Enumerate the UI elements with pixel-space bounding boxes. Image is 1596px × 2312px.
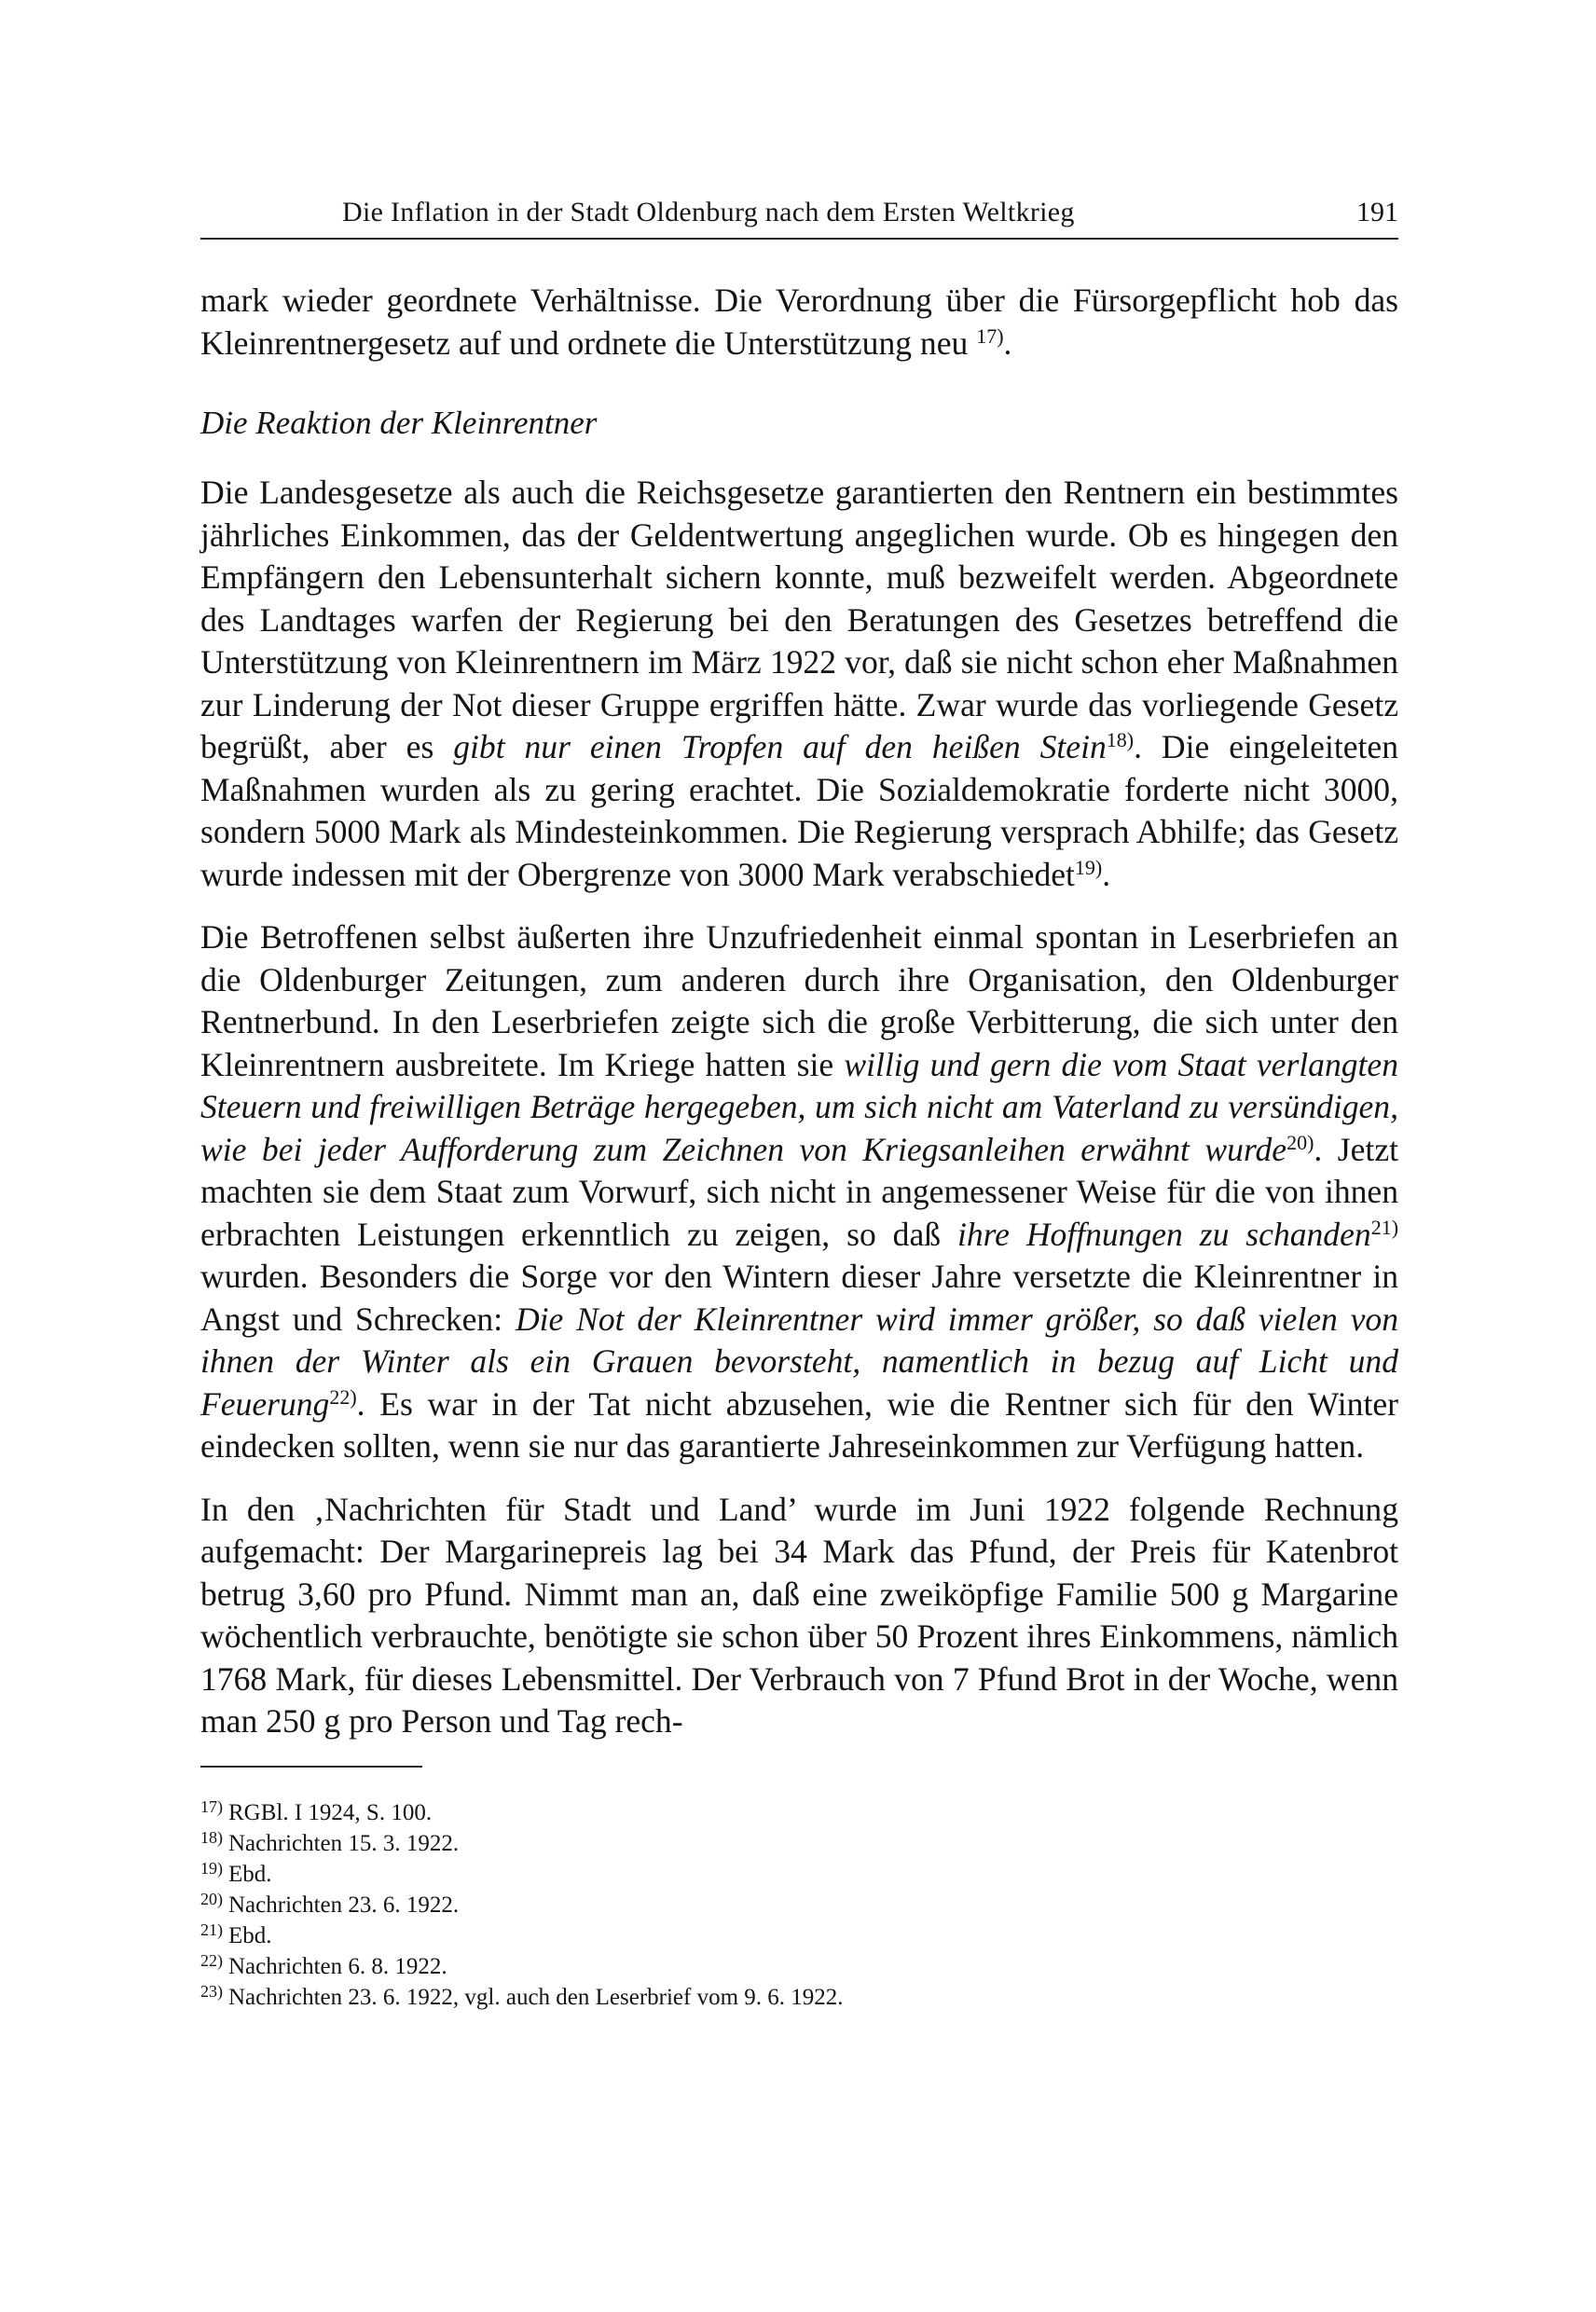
footnote-text: Ebd. — [228, 1922, 272, 1948]
footnote-mark: 22) — [200, 1950, 223, 1970]
running-header — [200, 191, 1398, 240]
footnote-23 — [200, 1982, 1398, 2013]
body-text — [200, 280, 1398, 2013]
paragraph-text: wurden. Besonders die Sorge vor den Wintern dieser Jahre versetzte die Kleinrentner in Angst und Schrecken: — [200, 1258, 1398, 1338]
footnote-17 — [200, 1797, 1398, 1828]
paragraph-end: . — [1102, 855, 1111, 893]
footnote-20 — [200, 1890, 1398, 1920]
footnote-ref: 22) — [329, 1384, 357, 1409]
footnote-mark: 20) — [200, 1889, 223, 1908]
quote: willig und gern die vom Staat verlangten Steuern und freiwilligen Beträge hergegeben, um sich nicht am Vaterland zu versündigen, wie bei jeder Aufforderung zum Zeichnen von Kriegsanleihen erwähnt wurde — [200, 1045, 1399, 1168]
running-title: Die Inflation in der Stadt Oldenburg nach dem Ersten Weltkrieg — [342, 197, 1075, 227]
footnotes — [200, 1797, 1398, 2013]
footnote-text: Nachrichten 23. 6. 1922. — [228, 1892, 460, 1918]
footnote-mark: 17) — [200, 1796, 223, 1816]
paragraph-text: Die Landesgesetze als auch die Reichsgesetze garantierten den Rentnern ein bestimmtes jährliches Einkommen, das der Geldentwertung angeglichen wurde. Ob es hingegen den Empfängern den Lebensunterhalt sichern konnte, muß bezweifelt werden. Abgeordnete des Landtages warfen der Regierung bei den Beratungen des Gesetzes betreffend die Unterstützung von Kleinrentnern im März 1922 vor, daß sie nicht schon eher Maßnahmen zur Linderung der Not dieser Gruppe ergriffen hätte. Zwar wurde das vorliegende Gesetz begrüßt, aber es — [200, 474, 1398, 765]
footnote-19 — [200, 1859, 1398, 1890]
paragraph-text: . Jetzt machten sie dem Staat zum Vorwurf, sich nicht in angemessener Weise für die von ihnen erbrachten Leistungen erkenntlich zu zeigen, so daß — [200, 1130, 1398, 1253]
paragraph-text: mark wieder geordnete Verhältnisse. Die Verordnung über die Fürsorgepflicht hob das Kleinrentnergesetz auf und ordnete die Unterstützung neu — [200, 282, 1398, 362]
footnote-18 — [200, 1828, 1398, 1859]
footnote-21 — [200, 1920, 1398, 1951]
paragraph-text: In den ‚Nachrichten für Stadt und Land’ wurde im Juni 1922 folgende Rechnung aufgemacht: Der Margarinepreis lag bei 34 Mark das Pfund, der Preis für Katenbrot betrug 3,60 pro Pfund. Nimmt man an, daß eine zweiköpfige Familie 500 g Margarine wöchentlich verbrauchte, benötigte sie schon über 50 Prozent ihres Einkommens, nämlich 1768 Mark, für dieses Lebensmittel. Der Verbrauch von 7 Pfund Brot in der Woche, wenn man 250 g pro Person und Tag rech- — [200, 1490, 1398, 1740]
quote: gibt nur einen Tropfen auf den heißen Stein — [453, 728, 1107, 765]
paragraph-text: . Die eingeleiteten Maßnahmen wurden als zu gering erachtet. Die Sozialdemokratie forderte nicht 3000, sondern 5000 Mark als Mindesteinkommen. Die Regierung versprach Abhilfe; das Gesetz wurde indessen mit der Obergrenze von 3000 Mark verabschiedet — [200, 728, 1398, 893]
footnote-ref: 21) — [1370, 1215, 1399, 1239]
footnote-mark: 18) — [200, 1827, 223, 1847]
paragraph-text: . Es war in der Tat nicht abzusehen, wie die Rentner sich für den Winter eindecken sollten, wenn sie nur das garantierte Jahreseinkommen zur Verfügung hatten. — [200, 1384, 1398, 1465]
footnote-mark: 19) — [200, 1858, 223, 1878]
footnote-text: Ebd. — [228, 1861, 272, 1887]
footnote-text: RGBl. I 1924, S. 100. — [228, 1799, 433, 1825]
paragraph-end: . — [1003, 323, 1012, 362]
section-heading: Die Reaktion der Kleinrentner — [200, 405, 598, 441]
footnote-divider — [200, 1766, 422, 1768]
paragraph-3 — [200, 916, 1398, 1468]
quote: Die Not der Kleinrentner wird immer größer, so daß vielen von ihnen der Winter als ein Grauen bevorsteht, namentlich in bezug auf Licht und Feuerung — [200, 1300, 1398, 1423]
page-number: 191 — [1356, 197, 1398, 227]
footnote-22 — [200, 1951, 1398, 1982]
footnote-mark: 21) — [200, 1920, 223, 1939]
paragraph-text: Die Betroffenen selbst äußerten ihre Unzufriedenheit einmal spontan in Leserbriefen an die Oldenburger Zeitungen, zum anderen durch ihre Organisation, den Oldenburger Rentnerbund. In den Leserbriefen zeigte sich die große Verbitterung, die sich unter den Kleinrentnern ausbreitete. Im Kriege hatten sie — [200, 918, 1398, 1083]
footnote-text: Nachrichten 23. 6. 1922, vgl. auch den Leserbrief vom 9. 6. 1922. — [228, 1984, 844, 2010]
footnote-ref: 18) — [1106, 728, 1135, 751]
footnote-text: Nachrichten 6. 8. 1922. — [228, 1953, 447, 1979]
quote: ihre Hoffnungen zu schanden — [956, 1215, 1371, 1253]
paragraph-2 — [200, 472, 1398, 896]
footnote-text: Nachrichten 15. 3. 1922. — [228, 1830, 460, 1856]
paragraph-4 — [200, 1489, 1398, 1743]
paragraph-1 — [200, 280, 1398, 365]
footnote-mark: 23) — [200, 1981, 223, 2001]
footnote-ref: 20) — [1286, 1130, 1314, 1154]
footnote-ref: 17) — [976, 323, 1004, 348]
footnote-ref: 19) — [1074, 855, 1103, 879]
